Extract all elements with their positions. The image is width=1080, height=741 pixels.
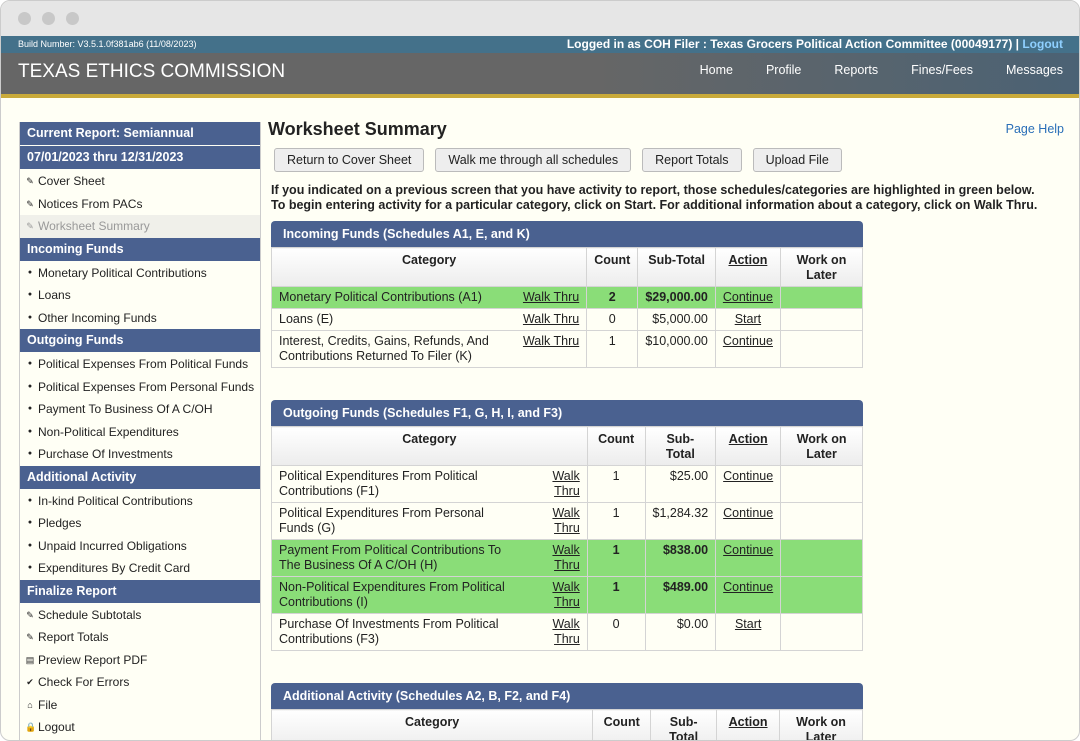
nav-home[interactable]: Home — [699, 63, 733, 77]
pencil-icon: ✎ — [26, 176, 34, 186]
table-header-row — [272, 248, 863, 287]
work-later-cell[interactable] — [781, 466, 863, 503]
col-category: Category — [272, 427, 588, 466]
print-icon: ▤ — [25, 654, 35, 665]
sidebar-item-label: Unpaid Incurred Obligations — [38, 538, 187, 553]
count-cell: 1 — [587, 540, 645, 577]
walk-through-all-button[interactable]: Walk me through all schedules — [435, 148, 631, 172]
table-header-row — [272, 710, 863, 741]
sidebar-item-monetary-political-contributions[interactable] — [20, 262, 260, 285]
sidebar-item-label: Purchase Of Investments — [38, 447, 173, 461]
col-action: Action — [716, 427, 781, 466]
login-status — [567, 36, 1063, 53]
table-row — [272, 614, 863, 651]
work-later-cell[interactable] — [780, 331, 862, 368]
build-bar — [1, 36, 1079, 53]
check-icon: ✔ — [26, 677, 34, 687]
sidebar-item-label: Political Expenses From Personal Funds — [38, 379, 255, 394]
bullet-icon: ● — [27, 313, 33, 321]
schedule-table — [271, 400, 863, 651]
sidebar-item-label: Other Incoming Funds — [38, 310, 157, 325]
action-link[interactable]: Continue — [723, 543, 774, 557]
sidebar-item-in-kind-political-contributions[interactable] — [20, 490, 260, 513]
nav-messages[interactable]: Messages — [1006, 63, 1063, 77]
count-cell: 0 — [587, 309, 638, 331]
table-row — [272, 540, 863, 577]
col-subtotal: Sub-Total — [645, 427, 716, 466]
sidebar-item-label: Pledges — [38, 516, 82, 530]
sidebar-item-preview-report-pdf[interactable] — [20, 649, 260, 672]
col-category: Category — [272, 248, 587, 287]
report-totals-button[interactable]: Report Totals — [642, 148, 741, 172]
bullet-icon: ● — [27, 268, 33, 276]
bullet-icon: ● — [27, 382, 33, 390]
bank-icon: ⌂ — [27, 699, 33, 710]
category-cell: Loans (E) — [272, 309, 508, 331]
work-later-cell[interactable] — [780, 309, 862, 331]
action-link[interactable]: Continue — [723, 469, 774, 483]
col-subtotal: Sub-Total — [638, 248, 716, 287]
count-cell: 1 — [587, 466, 645, 503]
sidebar-item-label: Worksheet Summary — [38, 219, 150, 233]
lock-icon: 🔒 — [25, 722, 37, 732]
work-later-cell[interactable] — [780, 287, 862, 309]
walk-thru-link[interactable]: Walk Thru — [552, 469, 580, 498]
build-number: Build Number: V3.5.1.0f381ab6 (11/08/2023) — [18, 39, 197, 49]
table-section-header: Additional Activity (Schedules A2, B, F2, and F4) — [271, 683, 863, 709]
category-cell: Non-Political Expenditures From Political Contributions (I) — [272, 577, 526, 614]
action-link[interactable]: Start — [734, 617, 762, 631]
subtotal-cell: $0.00 — [645, 614, 716, 651]
sidebar-item-other-incoming-funds[interactable] — [20, 307, 260, 330]
return-to-cover-sheet-button[interactable]: Return to Cover Sheet — [274, 148, 424, 172]
sidebar-item-label: Logout — [38, 720, 75, 734]
site-header — [1, 53, 1079, 98]
table-header-row — [272, 427, 863, 466]
sidebar-item-purchase-of-investments[interactable] — [20, 443, 260, 466]
pencil-icon: ✎ — [26, 198, 34, 209]
bullet-icon: ● — [27, 496, 33, 504]
action-link[interactable]: Continue — [723, 580, 774, 594]
sidebar-item-label: Political Expenses From Political Funds — [38, 357, 249, 371]
sidebar-item-notices-from-pacs[interactable] — [20, 193, 260, 216]
sidebar-item-check-for-errors[interactable] — [20, 671, 260, 694]
work-later-cell[interactable] — [781, 503, 863, 540]
schedule-table — [271, 683, 863, 741]
action-link[interactable]: Start — [734, 312, 762, 326]
pencil-icon: ✎ — [26, 609, 34, 620]
sidebar-section-header: Current Report: Semiannual — [20, 122, 260, 145]
category-cell: Interest, Credits, Gains, Refunds, And Contributions Returned To Filer (K) — [272, 331, 508, 368]
count-cell: 1 — [587, 577, 645, 614]
col-subtotal: Sub-Total — [651, 710, 717, 741]
walk-thru-link[interactable]: Walk Thru — [522, 334, 580, 348]
toolbar — [274, 148, 1068, 172]
sidebar-item-report-totals[interactable] — [20, 626, 260, 649]
sidebar-item-payment-to-business-of-a-c-oh[interactable] — [20, 398, 260, 421]
col-count: Count — [587, 248, 638, 287]
sidebar-item-expenditures-by-credit-card[interactable] — [20, 557, 260, 580]
count-cell: 1 — [587, 331, 638, 368]
sidebar-item-non-political-expenditures[interactable] — [20, 421, 260, 444]
minimize-window-button[interactable] — [42, 12, 55, 25]
page-help-link[interactable]: Page Help — [1005, 122, 1064, 136]
sidebar-item-label: Cover Sheet — [38, 174, 105, 188]
nav-profile[interactable]: Profile — [765, 63, 802, 77]
sidebar-item-schedule-subtotals[interactable] — [20, 604, 260, 627]
sidebar-item-label: Notices From PACs — [38, 196, 143, 211]
sidebar-item-label: Report Totals — [38, 630, 109, 644]
count-cell: 1 — [587, 503, 645, 540]
subtotal-cell: $838.00 — [645, 540, 716, 577]
bullet-icon: ● — [27, 427, 33, 435]
col-count: Count — [587, 427, 645, 466]
sidebar-item-worksheet-summary — [20, 215, 260, 238]
subtotal-cell: $29,000.00 — [638, 287, 716, 309]
col-count: Count — [593, 710, 651, 741]
category-cell: Purchase Of Investments From Political Contributions (F3) — [272, 614, 526, 651]
action-link[interactable]: Continue — [723, 506, 774, 520]
table-row — [272, 331, 863, 368]
sidebar-item-label: Monetary Political Contributions — [38, 265, 207, 280]
sidebar-item-pledges[interactable] — [20, 512, 260, 535]
count-cell: 0 — [587, 614, 645, 651]
subtotal-cell: $10,000.00 — [638, 331, 716, 368]
bullet-icon: ● — [27, 519, 33, 526]
table-row — [272, 577, 863, 614]
sidebar-item-logout[interactable] — [20, 716, 260, 739]
col-work-later: Work on Later — [780, 710, 863, 741]
bullet-icon: ● — [27, 564, 33, 571]
sidebar-section-header: Incoming Funds — [20, 238, 260, 261]
pencil-icon: ✎ — [26, 632, 34, 642]
sidebar-item-label: Preview Report PDF — [38, 652, 148, 667]
table-row — [272, 287, 863, 309]
col-action: Action — [715, 248, 780, 287]
sidebar-item-political-expenses-from-political-funds[interactable] — [20, 353, 260, 376]
subtotal-cell: $5,000.00 — [638, 309, 716, 331]
sidebar-item-loans[interactable] — [20, 284, 260, 307]
upload-file-button[interactable]: Upload File — [753, 148, 842, 172]
sidebar-section-header: Outgoing Funds — [20, 329, 260, 352]
sidebar-item-cover-sheet[interactable] — [20, 170, 260, 193]
sidebar — [19, 122, 261, 741]
nav-fines-fees[interactable]: Fines/Fees — [911, 63, 974, 77]
action-link[interactable]: Continue — [722, 290, 773, 304]
category-cell: Payment From Political Contributions To The Business Of A C/OH (H) — [272, 540, 526, 577]
walk-thru-link[interactable]: Walk Thru — [552, 580, 580, 609]
category-cell: Monetary Political Contributions (A1) — [272, 287, 508, 309]
work-later-cell[interactable] — [781, 540, 863, 577]
login-text: Logged in as COH Filer : Texas Grocers Political Action Committee (00049177) | — [566, 37, 1019, 51]
site-title[interactable]: TEXAS ETHICS COMMISSION — [18, 61, 286, 82]
work-later-cell[interactable] — [781, 614, 863, 651]
sidebar-item-label: Expenditures By Credit Card — [38, 561, 191, 575]
count-cell: 2 — [587, 287, 638, 309]
walk-thru-link[interactable]: Walk Thru — [522, 312, 580, 326]
subtotal-cell: $489.00 — [645, 577, 716, 614]
bullet-icon: ● — [27, 450, 33, 457]
work-later-cell[interactable] — [781, 577, 863, 614]
category-cell: Political Expenditures From Personal Funds (G) — [272, 503, 526, 540]
walk-thru-link[interactable]: Walk Thru — [552, 543, 580, 572]
table-row — [272, 503, 863, 540]
pencil-icon: ✎ — [26, 221, 34, 231]
close-window-button[interactable] — [18, 12, 31, 25]
main-content — [268, 119, 1068, 741]
sidebar-section-header: Finalize Report — [20, 580, 260, 603]
bullet-icon: ● — [27, 360, 33, 367]
sidebar-item-label: Payment To Business Of A C/OH — [38, 402, 213, 416]
sidebar-item-label: Loans — [38, 288, 71, 302]
walk-thru-link[interactable]: Walk Thru — [552, 506, 580, 535]
sidebar-item-unpaid-incurred-obligations[interactable] — [20, 535, 260, 558]
schedule-table — [271, 221, 863, 368]
bullet-icon: ● — [27, 291, 33, 298]
main-nav — [700, 63, 1063, 77]
subtotal-cell: $25.00 — [645, 466, 716, 503]
category-cell: Political Expenditures From Political Contributions (F1) — [272, 466, 526, 503]
col-work-later: Work on Later — [781, 427, 863, 466]
sidebar-item-file[interactable] — [20, 694, 260, 717]
sidebar-item-label: Schedule Subtotals — [38, 607, 142, 622]
sidebar-item-label: File — [38, 697, 58, 712]
col-category: Category — [272, 710, 593, 741]
bullet-icon: ● — [27, 405, 33, 412]
sidebar-item-political-expenses-from-personal-funds[interactable] — [20, 376, 260, 399]
sidebar-section-header: 07/01/2023 thru 12/31/2023 — [20, 146, 260, 169]
sidebar-section-header: Additional Activity — [20, 466, 260, 489]
col-action: Action — [717, 710, 780, 741]
table-row — [272, 309, 863, 331]
subtotal-cell: $1,284.32 — [645, 503, 716, 540]
action-link[interactable]: Continue — [722, 334, 773, 348]
table-section-header: Incoming Funds (Schedules A1, E, and K) — [271, 221, 863, 247]
table-row — [272, 466, 863, 503]
col-work-later: Work on Later — [780, 248, 862, 287]
bullet-icon: ● — [27, 541, 33, 549]
logout-link[interactable]: Logout — [1022, 37, 1063, 51]
table-section-header: Outgoing Funds (Schedules F1, G, H, I, and F3) — [271, 400, 863, 426]
sidebar-item-label: Non-Political Expenditures — [38, 424, 179, 439]
instructions: If you indicated on a previous screen that you have activity to report, those schedules/categories are highlighted in green below. To begin entering activity for a particular category, click on Start. For additional information about a category, click on Walk Thru. — [271, 183, 1038, 212]
walk-thru-link[interactable]: Walk Thru — [552, 617, 580, 646]
sidebar-item-label: In-kind Political Contributions — [38, 493, 193, 508]
maximize-window-button[interactable] — [66, 12, 79, 25]
page-title: Worksheet Summary — [268, 119, 447, 139]
walk-thru-link[interactable]: Walk Thru — [522, 290, 580, 304]
nav-reports[interactable]: Reports — [834, 63, 879, 77]
title-bar — [1, 1, 1079, 36]
sidebar-item-label: Check For Errors — [38, 675, 130, 689]
